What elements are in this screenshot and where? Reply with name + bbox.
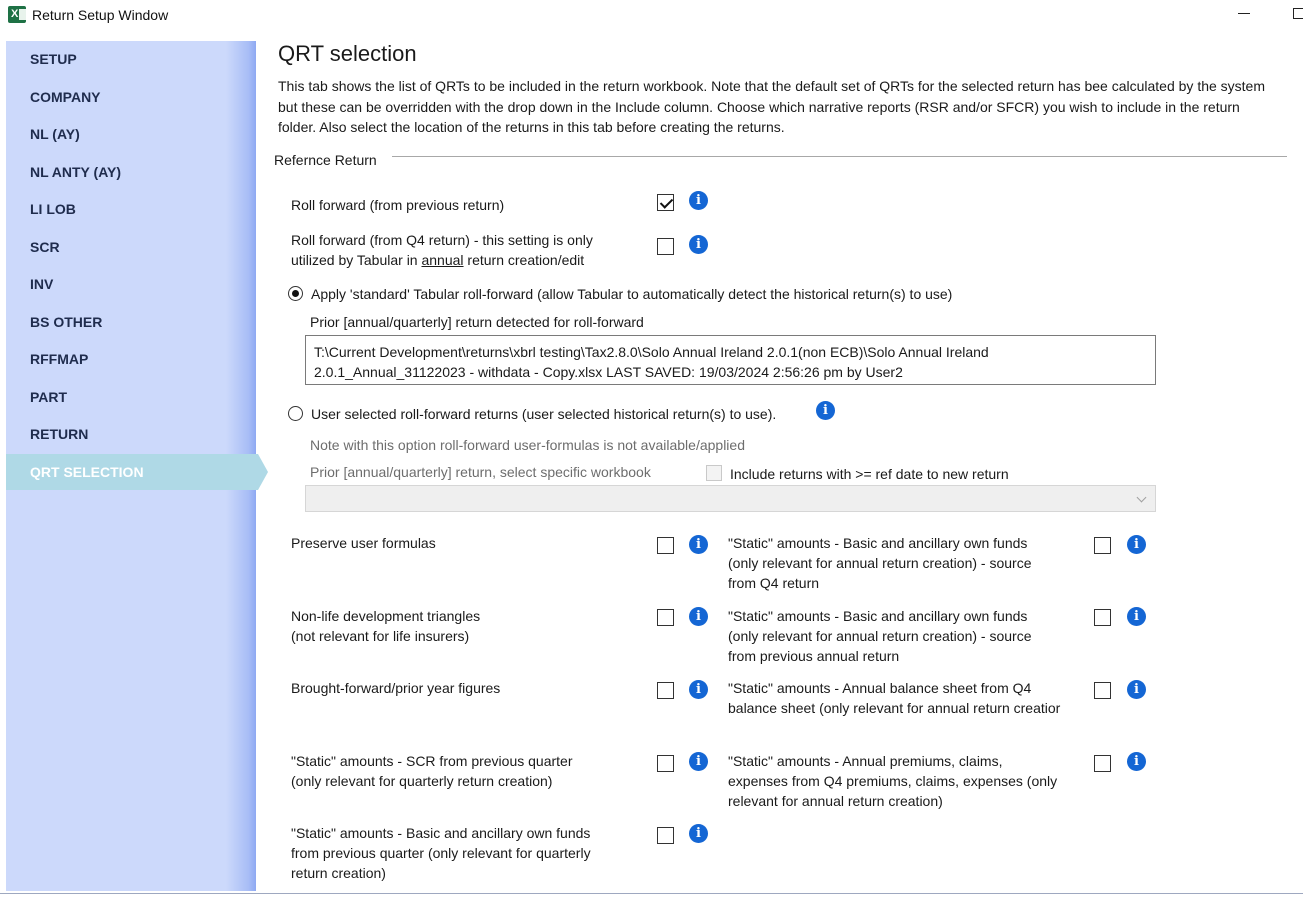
info-icon[interactable]: i xyxy=(689,824,708,843)
include-returns-label: Include returns with >= ref date to new return xyxy=(730,466,1009,482)
roll-forward-q4-label-line2: utilized by Tabular in xyxy=(291,252,422,268)
info-icon[interactable]: i xyxy=(1127,607,1146,626)
static-premiums-claims-line3: relevant for annual return creation) xyxy=(728,793,943,809)
static-own-funds-previous-quarter-checkbox[interactable] xyxy=(657,827,674,844)
page-title: QRT selection xyxy=(278,41,417,66)
preserve-user-formulas-line1: Preserve user formulas xyxy=(291,535,436,551)
detected-return-path xyxy=(305,335,1156,385)
info-icon[interactable]: i xyxy=(689,752,708,771)
static-own-funds-q4-line3: from Q4 return xyxy=(728,575,820,591)
sidebar-item-nl-anty-ay[interactable]: NL ANTY (AY) xyxy=(30,164,122,180)
roll-forward-q4-label-underlined: annual xyxy=(421,252,464,268)
sidebar-item-qrt-selection[interactable]: QRT SELECTION xyxy=(6,454,258,490)
brought-forward-line1: Brought-forward/prior year figures xyxy=(291,680,501,696)
non-life-triangles-checkbox[interactable] xyxy=(657,609,674,626)
user-option-note: Note with this option roll-forward user-formulas is not available/applied xyxy=(310,437,745,453)
page-description: This tab shows the list of QRTs to be included in the return workbook. Note that the default set of QRTs for the selected return has bee calculated by the system but these can be overridden with the drop down in the Include column. Choose which narrative reports (RSR and/or SFCR) you wish to include in the return folder. Also select the location of the returns in this tab before creating the returns. xyxy=(278,78,1266,135)
minimize-button[interactable] xyxy=(1236,1,1252,23)
non-life-triangles-line1: Non-life development triangles xyxy=(291,608,481,624)
info-icon[interactable]: i xyxy=(689,680,708,699)
static-balance-sheet-line2: balance sheet (only relevant for annual return creatior xyxy=(728,700,1061,716)
info-icon[interactable]: i xyxy=(1127,680,1146,699)
info-icon[interactable]: i xyxy=(689,607,708,626)
static-balance-sheet-line1: "Static" amounts - Annual balance sheet from Q4 xyxy=(728,680,1032,696)
static-own-funds-previous-annual-checkbox[interactable] xyxy=(1094,609,1111,626)
sidebar-item-scr[interactable]: SCR xyxy=(30,239,60,255)
standard-roll-forward-label: Apply 'standard' Tabular roll-forward (allow Tabular to automatically detect the historical return(s) to use) xyxy=(311,286,953,302)
chevron-down-icon xyxy=(1137,493,1147,503)
static-premiums-claims-line2: expenses from Q4 premiums, claims, expenses (only xyxy=(728,773,1058,789)
group-divider xyxy=(392,156,1287,157)
sidebar-item-rffmap[interactable]: RFFMAP xyxy=(30,351,89,367)
static-own-funds-q4-checkbox[interactable] xyxy=(1094,537,1111,554)
static-own-funds-previous-quarter-line3: return creation) xyxy=(291,865,386,881)
info-icon[interactable]: i xyxy=(689,191,708,210)
window-bottom-border xyxy=(0,893,1303,894)
static-own-funds-previous-annual-line3: from previous annual return xyxy=(728,648,900,664)
excel-icon: X xyxy=(8,6,26,23)
roll-forward-q4-label xyxy=(291,230,593,270)
include-returns-checkbox[interactable] xyxy=(706,465,722,481)
detected-return-path-line1: T:\Current Development\returns\xbrl testing\Tax2.8.0\Solo Annual Ireland 2.0.1(non ECB)\Solo Annual Ireland xyxy=(314,344,989,360)
brought-forward-checkbox[interactable] xyxy=(657,682,674,699)
workbook-dropdown[interactable] xyxy=(305,485,1156,512)
static-own-funds-q4-line1: "Static" amounts - Basic and ancillary own funds xyxy=(728,535,1028,551)
static-scr-previous-quarter-checkbox[interactable] xyxy=(657,755,674,772)
info-icon[interactable]: i xyxy=(1127,535,1146,554)
sidebar-item-setup[interactable]: SETUP xyxy=(30,51,77,67)
static-own-funds-q4-line2: (only relevant for annual return creation) - source xyxy=(728,555,1032,571)
user-selected-roll-forward-label: User selected roll-forward returns (user selected historical return(s) to use). xyxy=(311,406,777,422)
preserve-user-formulas-label xyxy=(291,533,436,553)
brought-forward-label xyxy=(291,678,500,698)
static-premiums-claims-checkbox[interactable] xyxy=(1094,755,1111,772)
sidebar-item-bs-other[interactable]: BS OTHER xyxy=(30,314,103,330)
info-icon[interactable]: i xyxy=(1127,752,1146,771)
sidebar-item-company[interactable]: COMPANY xyxy=(30,89,101,105)
static-own-funds-previous-annual-line2: (only relevant for annual return creation) - source xyxy=(728,628,1032,644)
static-own-funds-previous-quarter-label xyxy=(291,823,591,883)
info-icon[interactable]: i xyxy=(689,535,708,554)
sidebar-item-inv[interactable]: INV xyxy=(30,276,54,292)
title-bar xyxy=(0,0,1303,32)
sidebar-item-li-lob[interactable]: LI LOB xyxy=(30,201,76,217)
static-scr-previous-quarter-label xyxy=(291,751,572,791)
info-icon[interactable]: i xyxy=(689,235,708,254)
window-title: Return Setup Window xyxy=(32,7,169,23)
detected-return-label: Prior [annual/quarterly] return detected for roll-forward xyxy=(310,314,644,330)
preserve-user-formulas-checkbox[interactable] xyxy=(657,537,674,554)
static-premiums-claims-label xyxy=(728,751,1057,811)
sidebar xyxy=(6,41,256,891)
maximize-button[interactable] xyxy=(1293,8,1303,19)
static-own-funds-previous-annual-line1: "Static" amounts - Basic and ancillary own funds xyxy=(728,608,1028,624)
static-scr-previous-quarter-line1: "Static" amounts - SCR from previous quarter xyxy=(291,753,573,769)
static-premiums-claims-line1: "Static" amounts - Annual premiums, claims, xyxy=(728,753,1003,769)
sidebar-item-nl-ay[interactable]: NL (AY) xyxy=(30,126,80,142)
roll-forward-q4-label-line2-end: return creation/edit xyxy=(463,252,585,268)
roll-forward-previous-checkbox[interactable] xyxy=(657,194,674,211)
non-life-triangles-label xyxy=(291,606,480,646)
static-own-funds-previous-quarter-line1: "Static" amounts - Basic and ancillary own funds xyxy=(291,825,591,841)
static-balance-sheet-checkbox[interactable] xyxy=(1094,682,1111,699)
static-own-funds-q4-label xyxy=(728,533,1031,593)
static-own-funds-previous-annual-label xyxy=(728,606,1031,666)
standard-roll-forward-radio[interactable] xyxy=(288,286,303,301)
user-selected-roll-forward-radio[interactable] xyxy=(288,406,303,421)
select-workbook-label: Prior [annual/quarterly] return, select specific workbook xyxy=(310,464,651,480)
sidebar-item-return[interactable]: RETURN xyxy=(30,426,89,442)
static-own-funds-previous-quarter-line2: from previous quarter (only relevant for quarterly xyxy=(291,845,591,861)
detected-return-path-line2: 2.0.1_Annual_31122023 - withdata - Copy.xlsx LAST SAVED: 19/03/2024 2:56:26 pm by User2 xyxy=(314,364,903,380)
non-life-triangles-line2: (not relevant for life insurers) xyxy=(291,628,470,644)
roll-forward-q4-checkbox[interactable] xyxy=(657,238,674,255)
roll-forward-previous-label: Roll forward (from previous return) xyxy=(291,197,505,213)
sidebar-item-part[interactable]: PART xyxy=(30,389,68,405)
static-balance-sheet-label xyxy=(728,678,1082,718)
static-scr-previous-quarter-line2: (only relevant for quarterly return creation) xyxy=(291,773,553,789)
group-label: Refernce Return xyxy=(274,152,377,168)
roll-forward-q4-label-line1: Roll forward (from Q4 return) - this setting is only xyxy=(291,232,593,248)
info-icon[interactable]: i xyxy=(816,401,835,420)
